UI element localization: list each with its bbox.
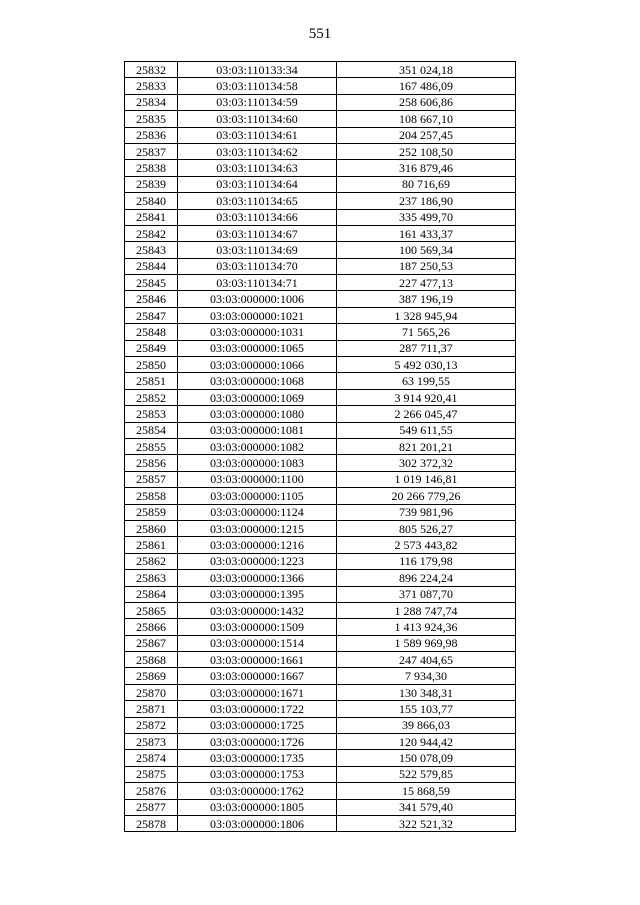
row-number-cell: 25835 [125,111,178,127]
row-number-cell: 25840 [125,193,178,209]
cadastral-value-cell: 1 019 146,81 [337,471,516,487]
table-row [125,406,516,422]
page-number: 551 [308,26,332,42]
row-number-cell: 25869 [125,668,178,684]
row-number-cell: 25842 [125,225,178,241]
row-number-cell: 25837 [125,143,178,159]
cadastral-value-cell: 258 606,86 [337,94,516,110]
row-number-cell: 25847 [125,307,178,323]
cadastral-number-cell: 03:03:000000:1065 [178,340,337,356]
table-row [125,160,516,176]
table-row [125,373,516,389]
row-number-cell: 25845 [125,275,178,291]
cadastral-value-cell: 237 186,90 [337,193,516,209]
table-row [125,422,516,438]
cadastral-number-cell: 03:03:000000:1105 [178,488,337,504]
row-number-cell: 25853 [125,406,178,422]
cadastral-number-cell: 03:03:000000:1722 [178,701,337,717]
table-row [125,176,516,192]
cadastral-value-cell: 549 611,55 [337,422,516,438]
table-row [125,242,516,258]
table-row [125,799,516,815]
table-row [125,750,516,766]
cadastral-value-cell: 335 499,70 [337,209,516,225]
row-number-cell: 25836 [125,127,178,143]
row-number-cell: 25854 [125,422,178,438]
row-number-cell: 25850 [125,357,178,373]
cadastral-number-cell: 03:03:000000:1082 [178,438,337,454]
row-number-cell: 25863 [125,570,178,586]
row-number-cell: 25878 [125,815,178,831]
cadastral-number-cell: 03:03:110134:65 [178,193,337,209]
table-row [125,275,516,291]
cadastral-number-cell: 03:03:000000:1726 [178,734,337,750]
cadastral-number-cell: 03:03:000000:1031 [178,324,337,340]
cadastral-value-cell: 227 477,13 [337,275,516,291]
cadastral-number-cell: 03:03:110134:66 [178,209,337,225]
table-row [125,783,516,799]
table-row [125,602,516,618]
cadastral-number-cell: 03:03:000000:1080 [178,406,337,422]
cadastral-value-cell: 150 078,09 [337,750,516,766]
table-row [125,340,516,356]
cadastral-value-cell: 805 526,27 [337,520,516,536]
cadastral-value-cell: 522 579,85 [337,766,516,782]
row-number-cell: 25860 [125,520,178,536]
cadastral-value-cell: 2 573 443,82 [337,537,516,553]
row-number-cell: 25851 [125,373,178,389]
table-row [125,357,516,373]
table-row [125,193,516,209]
row-number-cell: 25844 [125,258,178,274]
row-number-cell: 25834 [125,94,178,110]
cadastral-number-cell: 03:03:110134:64 [178,176,337,192]
table-row [125,258,516,274]
row-number-cell: 25855 [125,438,178,454]
cadastral-value-cell: 161 433,37 [337,225,516,241]
cadastral-value-cell: 71 565,26 [337,324,516,340]
row-number-cell: 25861 [125,537,178,553]
cadastral-number-cell: 03:03:000000:1806 [178,815,337,831]
cadastral-number-cell: 03:03:110134:63 [178,160,337,176]
cadastral-value-cell: 100 569,34 [337,242,516,258]
row-number-cell: 25858 [125,488,178,504]
cadastral-value-cell: 1 589 969,98 [337,635,516,651]
cadastral-number-cell: 03:03:000000:1100 [178,471,337,487]
cadastral-number-cell: 03:03:000000:1514 [178,635,337,651]
table-row [125,389,516,405]
table-row [125,324,516,340]
table-row [125,537,516,553]
cadastral-value-cell: 1 328 945,94 [337,307,516,323]
row-number-cell: 25859 [125,504,178,520]
table-row [125,701,516,717]
row-number-cell: 25867 [125,635,178,651]
cadastral-value-cell: 821 201,21 [337,438,516,454]
table-row [125,717,516,733]
table-body [125,62,516,832]
cadastral-number-cell: 03:03:000000:1661 [178,652,337,668]
table-row [125,62,516,78]
cadastral-number-cell: 03:03:000000:1366 [178,570,337,586]
cadastral-number-cell: 03:03:000000:1006 [178,291,337,307]
cadastral-number-cell: 03:03:000000:1509 [178,619,337,635]
cadastral-number-cell: 03:03:000000:1081 [178,422,337,438]
table-row [125,307,516,323]
table-row [125,225,516,241]
cadastral-value-cell: 1 288 747,74 [337,602,516,618]
cadastral-value-cell: 247 404,65 [337,652,516,668]
cadastral-value-cell: 252 108,50 [337,143,516,159]
cadastral-number-cell: 03:03:000000:1069 [178,389,337,405]
cadastral-number-cell: 03:03:000000:1021 [178,307,337,323]
cadastral-number-cell: 03:03:110134:71 [178,275,337,291]
row-number-cell: 25857 [125,471,178,487]
cadastral-value-cell: 351 024,18 [337,62,516,78]
table-row [125,143,516,159]
table-row [125,455,516,471]
cadastral-value-cell: 5 492 030,13 [337,357,516,373]
cadastral-value-cell: 302 372,32 [337,455,516,471]
cadastral-value-cell: 130 348,31 [337,684,516,700]
cadastral-number-cell: 03:03:000000:1083 [178,455,337,471]
row-number-cell: 25839 [125,176,178,192]
row-number-cell: 25862 [125,553,178,569]
row-number-cell: 25856 [125,455,178,471]
table-row [125,570,516,586]
table-row [125,684,516,700]
cadastral-value-cell: 739 981,96 [337,504,516,520]
cadastral-number-cell: 03:03:000000:1216 [178,537,337,553]
row-number-cell: 25865 [125,602,178,618]
cadastral-value-cell: 116 179,98 [337,553,516,569]
row-number-cell: 25841 [125,209,178,225]
table-row [125,520,516,536]
cadastral-value-cell: 80 716,69 [337,176,516,192]
row-number-cell: 25866 [125,619,178,635]
cadastral-value-cell: 155 103,77 [337,701,516,717]
row-number-cell: 25852 [125,389,178,405]
row-number-cell: 25843 [125,242,178,258]
row-number-cell: 25848 [125,324,178,340]
table-row [125,488,516,504]
row-number-cell: 25832 [125,62,178,78]
table-row [125,504,516,520]
cadastral-value-cell: 896 224,24 [337,570,516,586]
cadastral-number-cell: 03:03:000000:1066 [178,357,337,373]
cadastral-number-cell: 03:03:000000:1805 [178,799,337,815]
cadastral-value-table [124,61,516,832]
cadastral-number-cell: 03:03:000000:1432 [178,602,337,618]
table-row [125,734,516,750]
table-row [125,619,516,635]
table-row [125,635,516,651]
cadastral-number-cell: 03:03:000000:1735 [178,750,337,766]
cadastral-value-cell: 322 521,32 [337,815,516,831]
cadastral-value-cell: 120 944,42 [337,734,516,750]
cadastral-value-cell: 167 486,09 [337,78,516,94]
row-number-cell: 25864 [125,586,178,602]
cadastral-number-cell: 03:03:000000:1753 [178,766,337,782]
cadastral-number-cell: 03:03:000000:1215 [178,520,337,536]
cadastral-value-cell: 39 866,03 [337,717,516,733]
cadastral-value-cell: 204 257,45 [337,127,516,143]
table-row [125,471,516,487]
table-row [125,209,516,225]
table-row [125,553,516,569]
cadastral-number-cell: 03:03:000000:1068 [178,373,337,389]
cadastral-number-cell: 03:03:110134:61 [178,127,337,143]
table-row [125,127,516,143]
table-row [125,438,516,454]
table-row [125,815,516,831]
cadastral-value-cell: 108 667,10 [337,111,516,127]
row-number-cell: 25868 [125,652,178,668]
row-number-cell: 25874 [125,750,178,766]
row-number-cell: 25833 [125,78,178,94]
cadastral-value-cell: 1 413 924,36 [337,619,516,635]
cadastral-value-cell: 316 879,46 [337,160,516,176]
row-number-cell: 25849 [125,340,178,356]
cadastral-number-cell: 03:03:110133:34 [178,62,337,78]
table-row [125,652,516,668]
row-number-cell: 25870 [125,684,178,700]
cadastral-number-cell: 03:03:000000:1671 [178,684,337,700]
table-row [125,766,516,782]
cadastral-number-cell: 03:03:110134:67 [178,225,337,241]
cadastral-value-cell: 2 266 045,47 [337,406,516,422]
cadastral-number-cell: 03:03:000000:1395 [178,586,337,602]
cadastral-value-cell: 3 914 920,41 [337,389,516,405]
cadastral-number-cell: 03:03:000000:1762 [178,783,337,799]
cadastral-value-cell: 387 196,19 [337,291,516,307]
table-row [125,291,516,307]
cadastral-value-cell: 287 711,37 [337,340,516,356]
cadastral-value-cell: 187 250,53 [337,258,516,274]
row-number-cell: 25875 [125,766,178,782]
cadastral-number-cell: 03:03:000000:1223 [178,553,337,569]
cadastral-value-cell: 7 934,30 [337,668,516,684]
cadastral-number-cell: 03:03:000000:1667 [178,668,337,684]
cadastral-value-cell: 15 868,59 [337,783,516,799]
table-row [125,586,516,602]
cadastral-value-cell: 341 579,40 [337,799,516,815]
cadastral-number-cell: 03:03:110134:59 [178,94,337,110]
cadastral-value-cell: 371 087,70 [337,586,516,602]
table-row [125,668,516,684]
cadastral-number-cell: 03:03:000000:1124 [178,504,337,520]
cadastral-value-cell: 20 266 779,26 [337,488,516,504]
cadastral-number-cell: 03:03:110134:58 [178,78,337,94]
row-number-cell: 25873 [125,734,178,750]
row-number-cell: 25872 [125,717,178,733]
row-number-cell: 25871 [125,701,178,717]
cadastral-number-cell: 03:03:110134:62 [178,143,337,159]
table-row [125,94,516,110]
cadastral-number-cell: 03:03:000000:1725 [178,717,337,733]
row-number-cell: 25846 [125,291,178,307]
cadastral-number-cell: 03:03:110134:69 [178,242,337,258]
table-row [125,78,516,94]
cadastral-number-cell: 03:03:110134:60 [178,111,337,127]
row-number-cell: 25838 [125,160,178,176]
row-number-cell: 25876 [125,783,178,799]
table-row [125,111,516,127]
cadastral-number-cell: 03:03:110134:70 [178,258,337,274]
row-number-cell: 25877 [125,799,178,815]
cadastral-value-cell: 63 199,55 [337,373,516,389]
